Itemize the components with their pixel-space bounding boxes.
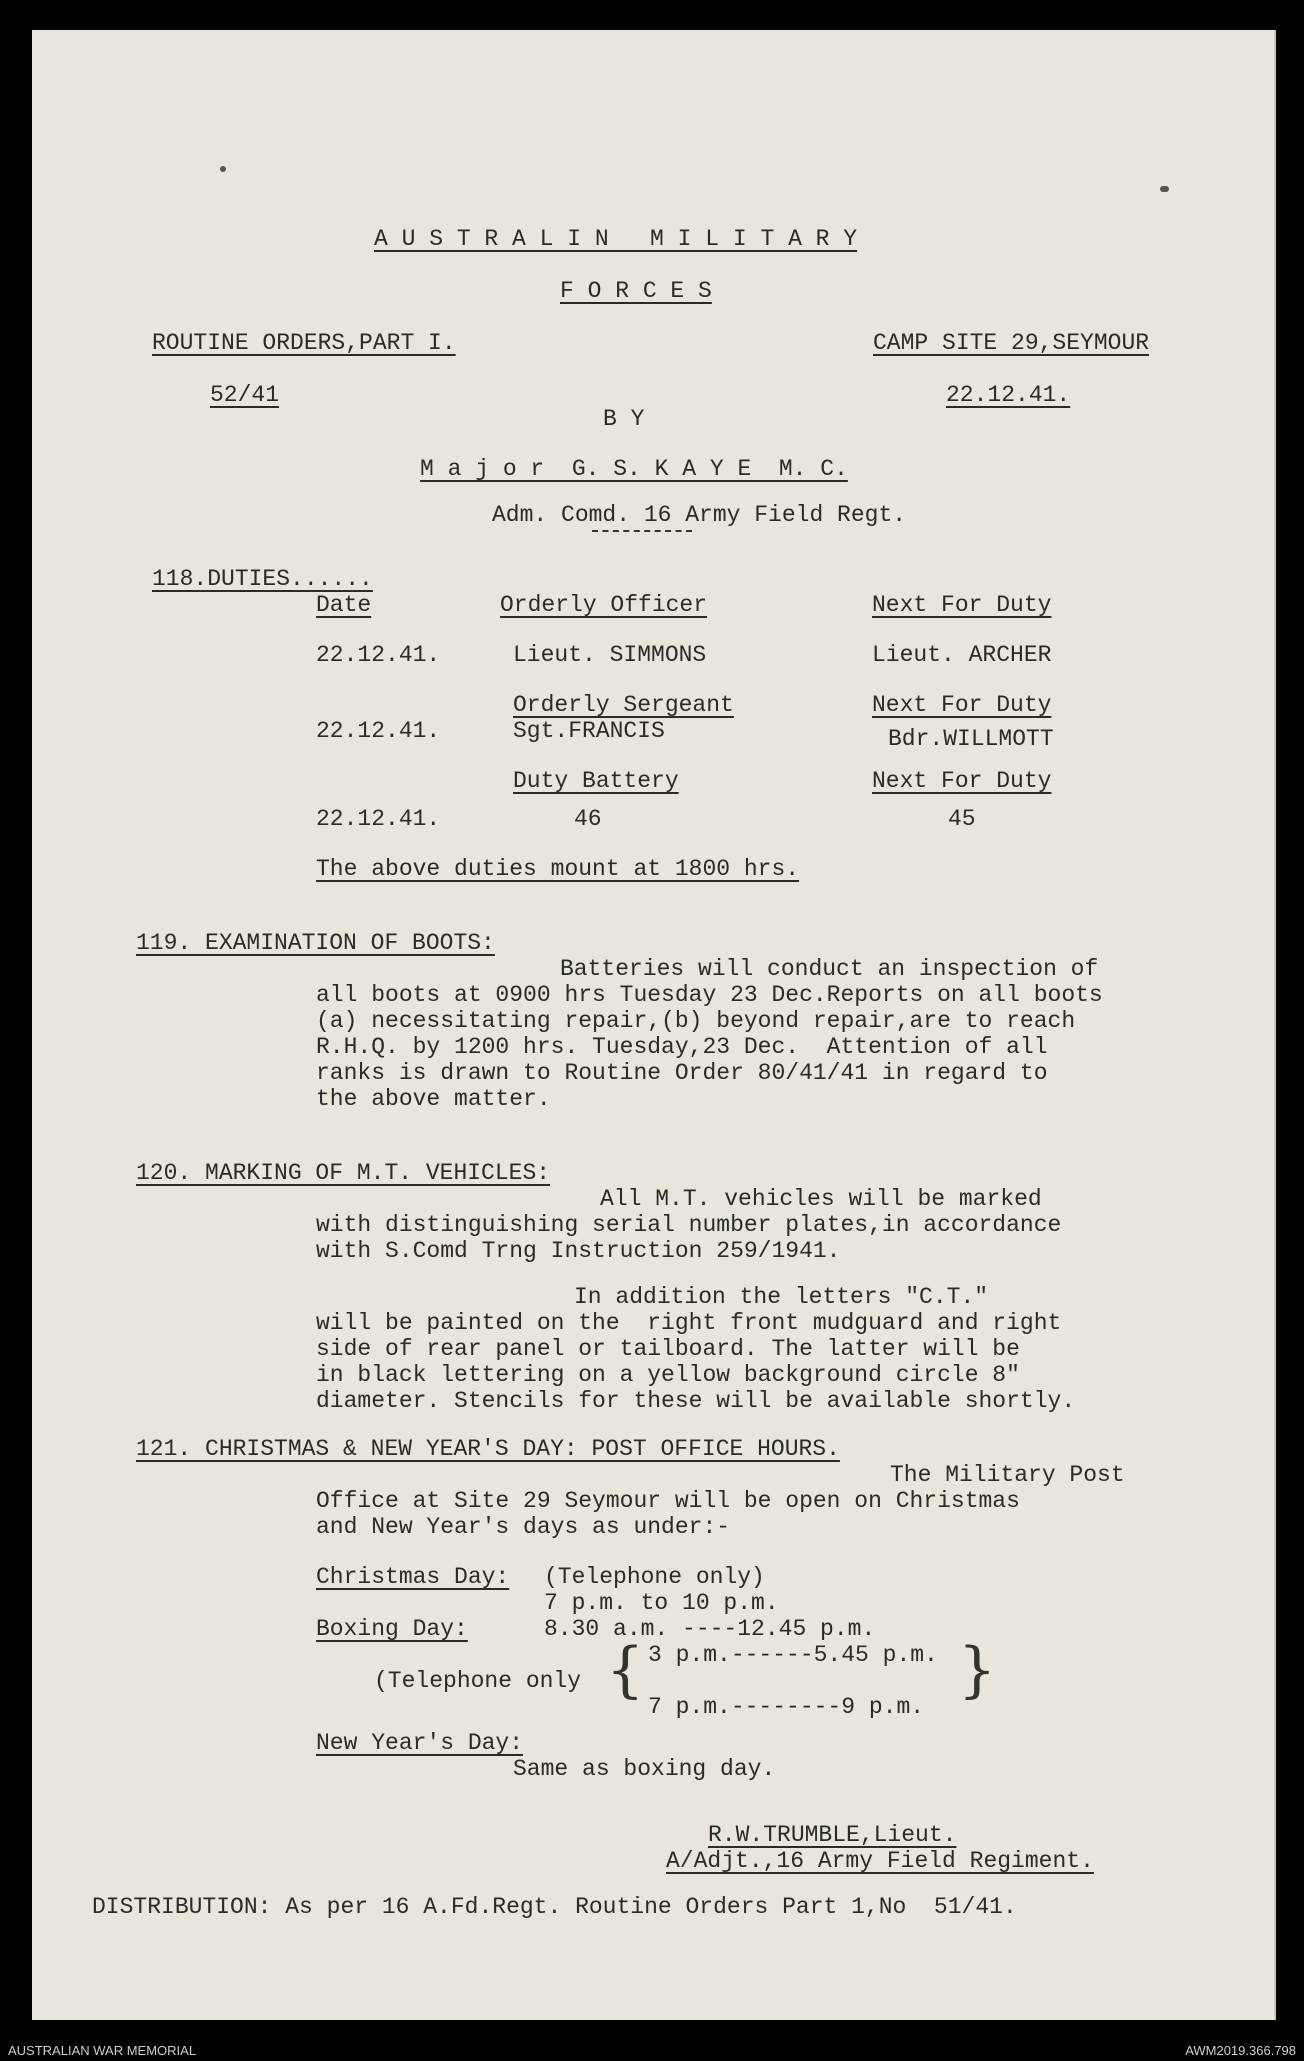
archive-credit: AUSTRALIAN WAR MEMORIAL: [8, 2043, 197, 2058]
newyear-hours: Same as boxing day.: [513, 1756, 776, 1782]
vehicles-line: with S.Comd Trng Instruction 259/1941.: [316, 1238, 841, 1264]
post-line: Office at Site 29 Seymour will be open on Christmas: [316, 1488, 1020, 1514]
vehicles-line: side of rear panel or tailboard. The latter will be: [316, 1336, 1020, 1362]
signature-name: R.W.TRUMBLE,Lieut.: [708, 1822, 957, 1848]
vehicles-heading: 120. MARKING OF M.T. VEHICLES:: [136, 1160, 551, 1186]
left-brace: {: [606, 1635, 645, 1705]
archive-reference: AWM2019.366.798: [1185, 2043, 1296, 2058]
boots-heading: 119. EXAMINATION OF BOOTS:: [136, 930, 495, 956]
duties-heading: 118.DUTIES......: [152, 566, 373, 592]
telephone-slot-1: 3 p.m.------5.45 p.m.: [648, 1642, 938, 1668]
newyear-label: New Year's Day:: [316, 1730, 524, 1756]
boots-line: R.H.Q. by 1200 hrs. Tuesday,23 Dec. Attention of all: [316, 1034, 1048, 1060]
duty-row1-next: Lieut. ARCHER: [872, 642, 1052, 668]
routine-orders-label: ROUTINE ORDERS,PART I.: [152, 330, 456, 356]
vehicles-line: will be painted on the right front mudguard and right: [316, 1310, 1062, 1336]
duty-row3-date: 22.12.41.: [316, 806, 441, 832]
vehicles-line: All M.T. vehicles will be marked: [600, 1186, 1042, 1212]
officer-name: M a j o r G. S. K A Y E M. C.: [420, 456, 848, 482]
duty-row2-name: Sgt.FRANCIS: [513, 718, 665, 744]
duty-row2-date: 22.12.41.: [316, 718, 441, 744]
boots-line: ranks is drawn to Routine Order 80/41/41 in regard to: [316, 1060, 1048, 1086]
paper-mark: [1160, 186, 1169, 192]
signature-role: A/Adjt.,16 Army Field Regiment.: [666, 1848, 1094, 1874]
christmas-label: Christmas Day:: [316, 1564, 510, 1590]
right-brace: }: [958, 1635, 997, 1705]
duties-col-next: Next For Duty: [872, 592, 1052, 618]
duties-note: The above duties mount at 1800 hrs.: [316, 856, 800, 882]
duties-next-label-2: Next For Duty: [872, 692, 1052, 718]
post-heading: 121. CHRISTMAS & NEW YEAR'S DAY: POST OFFICE HOURS.: [136, 1436, 840, 1462]
boots-line: the above matter.: [316, 1086, 551, 1112]
duties-col-date: Date: [316, 592, 372, 618]
divider: [592, 530, 692, 532]
telephone-only-label: (Telephone only: [374, 1668, 582, 1694]
duty-row3-name: 46: [574, 806, 602, 832]
duty-row1-name: Lieut. SIMMONS: [513, 642, 707, 668]
post-line: The Military Post: [890, 1462, 1125, 1488]
camp-site-label: CAMP SITE 29,SEYMOUR: [873, 330, 1150, 356]
command-line: Adm. Comd. 16 Army Field Regt.: [492, 502, 907, 528]
duties-next-label-3: Next For Duty: [872, 768, 1052, 794]
post-line: and New Year's days as under:-: [316, 1514, 731, 1540]
boxing-label: Boxing Day:: [316, 1616, 468, 1642]
duties-sergeant-label: Orderly Sergeant: [513, 692, 734, 718]
duties-col-officer: Orderly Officer: [500, 592, 708, 618]
distribution-line: DISTRIBUTION: As per 16 A.Fd.Regt. Routine Orders Part 1,No 51/41.: [92, 1894, 1017, 1920]
christmas-hours-2: 7 p.m. to 10 p.m.: [544, 1590, 779, 1616]
boots-line: Batteries will conduct an inspection of: [560, 956, 1099, 982]
document-title: A U S T R A L I N M I L I T A R Y: [374, 226, 858, 252]
christmas-hours-1: (Telephone only): [544, 1564, 765, 1590]
vehicles-line: in black lettering on a yellow background circle 8": [316, 1362, 1020, 1388]
boxing-hours-1: 8.30 a.m. ----12.45 p.m.: [544, 1616, 876, 1642]
by-label: B Y: [603, 406, 645, 432]
boots-line: all boots at 0900 hrs Tuesday 23 Dec.Reports on all boots: [316, 982, 1103, 1008]
vehicles-line: with distinguishing serial number plates,in accordance: [316, 1212, 1062, 1238]
vehicles-line: diameter. Stencils for these will be available shortly.: [316, 1388, 1076, 1414]
duty-row1-date: 22.12.41.: [316, 642, 441, 668]
telephone-slot-2: 7 p.m.--------9 p.m.: [648, 1694, 925, 1720]
document-subtitle: F O R C E S: [560, 278, 712, 304]
paper-mark: [220, 166, 226, 172]
duties-battery-label: Duty Battery: [513, 768, 679, 794]
vehicles-line: In addition the letters "C.T.": [574, 1284, 989, 1310]
duty-row2-next: Bdr.WILLMOTT: [888, 726, 1054, 752]
order-date: 22.12.41.: [946, 382, 1071, 408]
order-number: 52/41: [210, 382, 280, 408]
duty-row3-next: 45: [948, 806, 976, 832]
boots-line: (a) necessitating repair,(b) beyond repair,are to reach: [316, 1008, 1076, 1034]
